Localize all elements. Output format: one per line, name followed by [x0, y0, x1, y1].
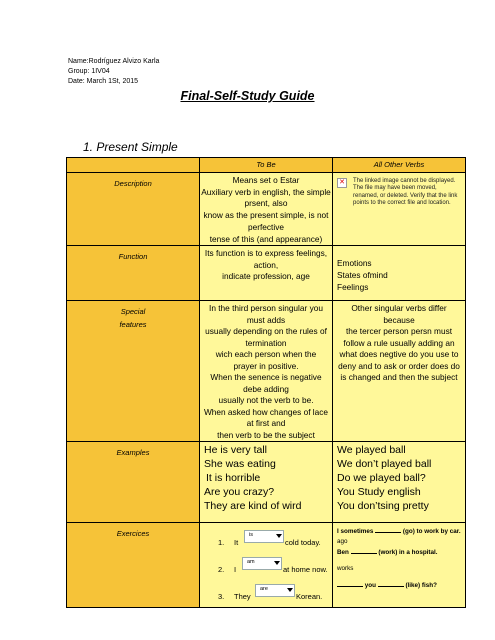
header-to-be: To Be	[200, 158, 333, 173]
chevron-down-icon	[274, 561, 280, 565]
special-other-line: is changed and then the subject	[340, 372, 458, 383]
document-date: Date: March 1St, 2015	[68, 78, 139, 85]
row-label-special-features	[67, 301, 200, 442]
exercise-item	[200, 526, 332, 553]
special-other-line: Other singular verbs differ because	[351, 303, 447, 325]
special-line: When the senence is negative debe adding	[210, 372, 322, 394]
exercise-suffix: cold today.	[285, 538, 321, 548]
example-other-line: You Study english	[337, 486, 421, 499]
exercise-other-answer: works	[337, 565, 354, 573]
exercise-number: 1.	[218, 538, 225, 548]
answer-blank[interactable]	[351, 547, 377, 554]
broken-image-placeholder	[333, 173, 465, 208]
exercise-prefix: They	[234, 592, 251, 602]
header-empty-cell	[67, 158, 200, 173]
special-line: usually not the verb to be.	[218, 395, 314, 406]
description-line: Auxiliary verb in english, the simple prsent, also	[201, 186, 331, 209]
description-to-be-cell	[200, 173, 333, 246]
special-to-be-cell	[200, 301, 333, 442]
row-label-line: features	[119, 320, 147, 330]
special-other-line: deny and to ask or order does do	[338, 360, 460, 371]
example-line: It is horrible	[206, 472, 261, 485]
special-line: wich each person when the prayer in positive.	[215, 349, 317, 371]
answer-dropdown[interactable]	[244, 530, 284, 543]
chevron-down-icon	[287, 588, 293, 592]
student-group: Group: 1IV04	[68, 68, 110, 75]
broken-image-message: The linked image cannot be displayed. The file may have been moved, renamed, or deleted. Verify that the link points to the correct file and location.	[353, 178, 458, 207]
example-line: Are you crazy?	[204, 486, 275, 499]
exercise-number: 2.	[218, 565, 225, 575]
answer-blank[interactable]	[375, 526, 401, 533]
exercise-text: (work) in a hospital.	[378, 549, 438, 557]
table-row-exercises	[67, 523, 466, 608]
function-line: Its function is to express feelings, action,	[204, 248, 328, 270]
answer-dropdown[interactable]	[255, 584, 295, 597]
exercise-other-line	[337, 547, 465, 558]
exercise-suffix: at home now.	[283, 565, 328, 575]
exercise-other-line	[337, 580, 465, 591]
special-line: In the third person singular you must adds	[209, 303, 323, 325]
student-name: Name:Rodríguez Alvizo Karla	[68, 58, 160, 65]
function-other-cell	[333, 246, 466, 301]
exercise-text: you	[364, 582, 376, 590]
exercise-item	[200, 580, 332, 607]
example-line: They are kind of wird	[204, 500, 302, 513]
exercise-prefix: I	[234, 565, 237, 575]
example-other-line: We don’t played ball	[337, 458, 432, 471]
function-line: indicate profession, age	[222, 271, 310, 282]
row-label-description: Description	[67, 173, 200, 246]
dropdown-value: am	[247, 559, 255, 566]
special-other-line: the tercer person persn must	[345, 326, 453, 337]
examples-to-be-cell	[200, 442, 333, 523]
description-line: Means set o Estar	[232, 175, 300, 185]
special-line: When asked how changes of lace at first and	[203, 406, 329, 429]
exercise-prefix: It	[234, 538, 239, 548]
description-line: tense of this (and appearance)	[209, 233, 323, 244]
example-line: He is very tall	[204, 444, 268, 457]
function-to-be-cell	[200, 246, 333, 301]
exercise-text: (like) fish?	[405, 582, 437, 590]
table-row-examples	[67, 442, 466, 523]
table-row-description	[67, 173, 466, 246]
present-simple-table	[66, 157, 466, 608]
answer-dropdown[interactable]	[242, 557, 282, 570]
example-line: She was eating	[204, 458, 276, 471]
examples-other-cell	[333, 442, 466, 523]
function-other-item: Feelings	[337, 282, 369, 293]
exercises-other-cell	[333, 523, 466, 608]
description-line: know as the present simple, is not perfective	[203, 210, 329, 232]
header-all-other-verbs: All Other Verbs	[333, 158, 466, 173]
answer-blank[interactable]	[337, 580, 363, 587]
exercise-text: I sometimes	[337, 528, 374, 536]
function-other-item: Emotions	[337, 258, 372, 269]
row-label-line: Special	[120, 307, 146, 317]
special-other-line: follow a rule usually adding an	[343, 337, 455, 348]
table-header-row	[67, 158, 466, 173]
chevron-down-icon	[276, 534, 282, 538]
example-other-line: You don’tsing pretty	[337, 500, 429, 513]
special-line: usually depending on the rules of termination	[205, 326, 327, 348]
table-row-special-features	[67, 301, 466, 442]
example-other-line: Do we played ball?	[337, 472, 426, 485]
special-line: then verb to be the subject	[217, 429, 315, 440]
special-other-line: what does negtive do you use to	[339, 349, 459, 360]
exercise-text: Ben	[337, 549, 349, 557]
table-row-function	[67, 246, 466, 301]
row-label-examples: Examples	[67, 442, 200, 523]
row-label-exercises: Exercices	[67, 523, 200, 608]
description-other-cell	[333, 173, 466, 246]
exercise-number: 3.	[218, 592, 225, 602]
exercise-text: (go) to work by car.	[402, 528, 461, 536]
exercise-other-answer: ago	[337, 538, 348, 546]
row-label-function: Function	[67, 246, 200, 301]
exercises-to-be-cell	[200, 523, 333, 608]
section-heading: 1. Present Simple	[83, 140, 178, 154]
exercise-suffix: Korean.	[296, 592, 323, 602]
answer-blank[interactable]	[378, 580, 404, 587]
dropdown-value: are	[260, 586, 268, 593]
broken-image-icon: ✕	[337, 178, 347, 188]
dropdown-value: is	[249, 532, 253, 539]
example-other-line: We played ball	[337, 444, 406, 457]
document-title: Final-Self-Study Guide	[180, 89, 315, 103]
special-other-cell	[333, 301, 466, 442]
function-other-item: States ofmind	[337, 270, 388, 281]
exercise-item	[200, 553, 332, 580]
exercise-other-line	[337, 526, 465, 537]
